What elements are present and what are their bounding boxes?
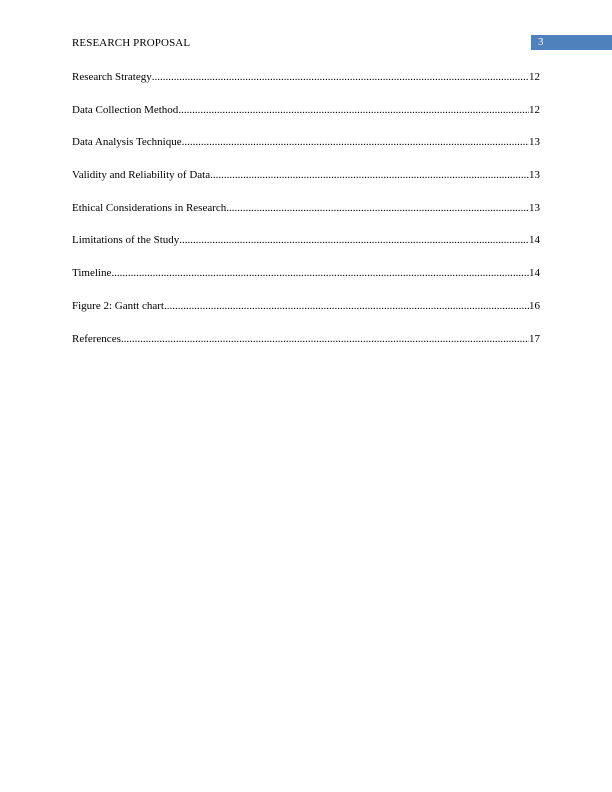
toc-entry-title: Limitations of the Study bbox=[72, 234, 180, 247]
toc-entry-page: 12 bbox=[529, 71, 540, 83]
dot-leader bbox=[178, 103, 529, 117]
toc-entry-title: Research Strategy bbox=[72, 71, 152, 83]
toc-entry-title: Validity and Reliability of Data bbox=[72, 169, 211, 182]
toc-entry-page: 13 bbox=[529, 169, 540, 182]
toc-entry-page: 14 bbox=[529, 234, 540, 247]
toc-entry-gantt-chart[interactable] bbox=[72, 299, 540, 332]
toc-entry-data-collection-method[interactable] bbox=[72, 103, 540, 136]
toc-entry-page: 13 bbox=[529, 136, 540, 149]
toc-entry-page: 12 bbox=[529, 103, 540, 116]
toc-entry-title: Ethical Considerations in Research bbox=[72, 201, 227, 214]
toc-entry-page: 16 bbox=[529, 299, 540, 312]
toc-entry-research-strategy[interactable] bbox=[72, 70, 540, 103]
toc-entry-timeline[interactable] bbox=[72, 266, 540, 299]
toc-entry-references[interactable] bbox=[72, 332, 540, 365]
dot-leader bbox=[179, 233, 529, 247]
running-header-title: RESEARCH PROPOSAL bbox=[72, 37, 191, 49]
toc-entry-title: Figure 2: Gantt chart bbox=[72, 299, 164, 312]
toc-entry-title: References bbox=[72, 332, 121, 345]
table-of-contents bbox=[72, 70, 540, 364]
dot-leader bbox=[111, 266, 529, 280]
page-number-badge bbox=[531, 35, 612, 50]
toc-entry-validity-and-reliability[interactable] bbox=[72, 168, 540, 201]
page-number: 3 bbox=[538, 36, 544, 48]
toc-entry-title: Data Analysis Technique bbox=[72, 136, 182, 149]
dot-leader bbox=[164, 299, 529, 313]
toc-entry-page: 14 bbox=[529, 267, 540, 280]
dot-leader bbox=[210, 168, 529, 182]
toc-entry-page: 17 bbox=[529, 332, 540, 345]
dot-leader bbox=[121, 332, 529, 346]
dot-leader bbox=[182, 135, 529, 149]
dot-leader bbox=[226, 201, 529, 215]
toc-entry-title: Timeline bbox=[72, 267, 112, 280]
toc-entry-title: Data Collection Method bbox=[72, 103, 179, 116]
toc-entry-ethical-considerations[interactable] bbox=[72, 201, 540, 234]
toc-entry-data-analysis-technique[interactable] bbox=[72, 135, 540, 168]
dot-leader bbox=[152, 70, 529, 84]
toc-entry-page: 13 bbox=[529, 201, 540, 214]
toc-entry-limitations[interactable] bbox=[72, 233, 540, 266]
